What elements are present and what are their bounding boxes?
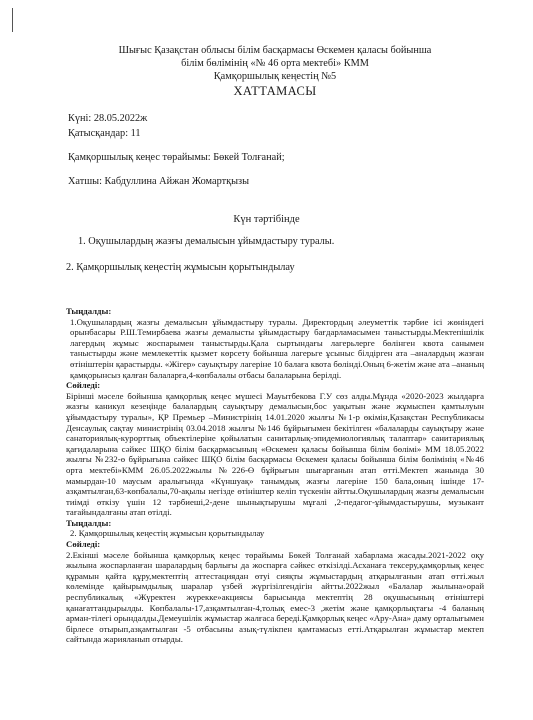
listened-text-2: 2. Қамқоршылық кеңестің жұмысын қорытындылау [70,528,265,539]
spoke-label-2: Сөйледі: [66,539,101,550]
header-council-line: Қамқоршылық кеңестің №5 [213,71,337,82]
header-org-line: Шығыс Қазақстан облысы білім басқармасы Өскемен қаласы бойынша [118,45,432,56]
minutes-body [66,306,484,645]
meta-date: Күні: 28.05.2022ж [68,113,148,124]
spoke-text-2: 2.Екінші мәселе бойынша қамқорлық кеңес төрайымы Бөкей Толғанай хабарлама жасады.2021-2022 оқу жылына жоспарланған шаралардың барлығы да жоспарға сәйкес өткізілді.Асханаға тексеру,қамқорлық кеңес құрамын қайта құру,мектептің аттестациядан өтуі сияқты жұмыстардың атқарылғанын атап өтті.жыл көлемінде қайырымдылық шаралар үзбей жүргізілгендігін айтты.2022жыл «Балалар жылына»орай республикалық «Жүректен жүрекке»акциясы барысында мектептің 28 оқушысының өтініштері қанағаттандырылды. Көпбалалы-17,азқамтылған-4,толық емес-3 ,жетім және қамқорлықтағы -4 баланың арман-тілегі орындалды.Демеушілік жұмыстар жалғаса береді.Қамқорлық кеңес «Ару-Ана» даму орталығымен бірлесе отырып,азқамтылған -5 отбасыны азық-түлікпен қамтамасыз етті.Атқарылған жұмыстар мектеп сайтында жарияланып отырды. [66,549,484,645]
document-header [70,44,480,98]
listened-label-1: Тыңдалды: [66,306,112,316]
agenda-item-2: 2. Қамқоршылық кеңестің жұмысын қорытындылау [66,262,295,273]
meta-participants: Қатысқандар: 11 [68,128,141,139]
listened-label-2: Тыңдалды: [66,517,112,528]
meta-secretary: Хатшы: Кабдуллина Айжан Жомартқызы [68,176,249,187]
listened-text-1: 1.Оқушылардың жазғы демалысын ұйымдастыру туралы. Директордың әлеуметтік тәрбие ісі жөніндегі орынбасары Р.Ш.Темирбаева жазғы демалысты ұйымдастыру бағдарламасымен таныстырды.Мектепішілік лагердың жұмыс жоспарымен таныстырды.Қала сыртындағы лагерьлерге бөлінген квота санымен таныстырды және мемлекеттік қызмет көрсету бойынша лагерьге ұсыныс білдірген ата –аналардың жазған өтініштерін қарастырды. «Жігер» сауықтыру лагеріне 10 балаға квота бөлінді.Оның 6-жетім және ата –ананың қамқорынсыз қалған балаларға,4-көпбалалы отбасы балаларына берілді. [70,316,484,380]
meta-chair: Қамқоршылық кеңес төрайымы: Бөкей Толғанай; [68,152,285,163]
document-title: ХАТТАМАСЫ [233,84,317,98]
agenda-item-1: 1. Оқушылардың жазғы демалысын ұйымдастыру туралы. [78,236,335,247]
agenda-heading: Күн тәртібінде [233,214,300,225]
scan-edge-mark [12,8,13,32]
header-school-line: білім бөлімінің «№ 46 орта мектебі» КММ [181,58,369,69]
spoke-label-1: Сөйледі: [66,380,101,391]
spoke-text-1: Бірінші мәселе бойынша қамқорлық кеңес мүшесі Мауытбекова Г.У сөз алды.Мұнда «2020-2023 жылдарға жазғы каникул кезеңінде балалардың сауықтыру демалысын,бос уақытын және жұмыспен қамтылуын ұйымдастыру туралы», ҚР Премьер –Министрінің 14.01.2020 жылғы №1-р өкімін,Қазақстан Республикасы Денсаулық сақтау министрінің 03.04.2018 жылғы №146 бұйрығымен бекітілген «балаларды сауықтыру және санаториялық-курорттық объектілеріне қойылатын санитарлық-эпидемиологиялық талаптар» санитариялық қағидаларына сәйкес ШҚО білім басқармасының «Өскемен қаласы бойынша білім бөлімі» ММ 18.05.2022 жылғы №232-ө бұйрығына сәйкес ШҚО білім басқармасы Өскемен қаласы бойынша білім бөлімінің «№46 орта мектебі»КММ 26.05.2022жылы №226-Ө бұйрығын шығарғанын атап өтті.Мектеп жанында 30 мамырдан-10 маусым аралығында «Күншуақ» танымдық жазғы лагеріне 150 бала,оның ішінде 17-азқамтылған,63-көпбалалы,70-ақылы негізде өтініштер келіп түскенін айтты.Оқушылардың жазғы демалысын тиімді өткізу үшін 12 тәрбиеші,2-дене шынықтырушы мұғалі ,2-педагог-ұйымдастырушы, музыкант тағайындалғаны атап өтілді. [66,390,484,518]
